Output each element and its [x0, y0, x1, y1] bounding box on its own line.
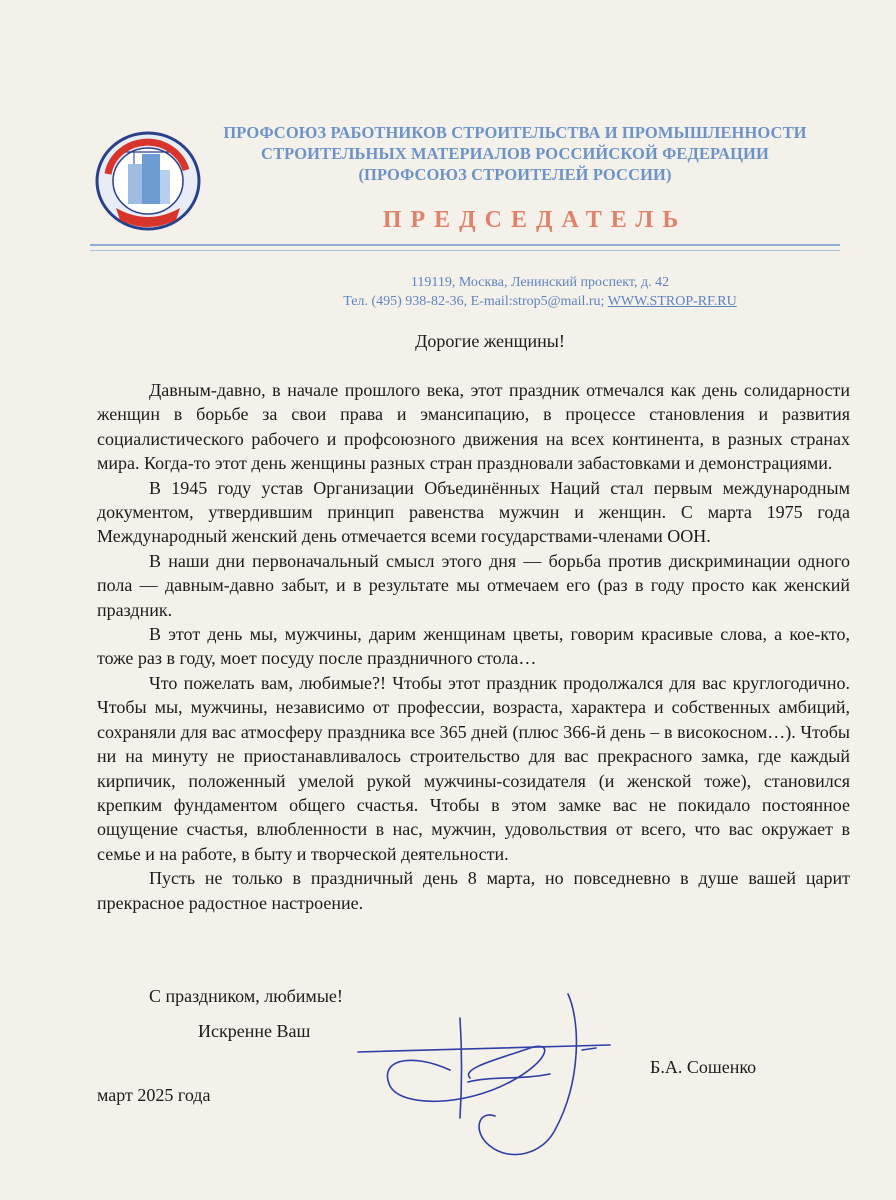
signatory-name: Б.А. Сошенко — [650, 1057, 757, 1077]
signature-icon — [350, 990, 625, 1160]
contact-line — [280, 292, 800, 311]
contact-block — [280, 273, 800, 311]
letter-body — [97, 378, 850, 915]
org-name-line-2: СТРОИТЕЛЬНЫХ МАТЕРИАЛОВ РОССИЙСКОЙ ФЕДЕРАЦИИ — [261, 144, 769, 163]
postal-address: 119119, Москва, Ленинский проспект, д. 42 — [410, 275, 670, 290]
body-paragraph: В наши дни первоначальный смысл этого дня — борьба против дискриминации одного пола — давным-давно забыт, и в результате мы отмечаем его (раз в году просто как женский праздник. — [97, 550, 850, 620]
phone-email: Тел. (495) 938-82-36, E-mail:strop5@mail.ru; — [343, 294, 605, 309]
body-paragraph: В этот день мы, мужчины, дарим женщинам цветы, говорим красивые слова, а кое-кто, тоже раз в году, моет посуду после праздничного стола… — [97, 624, 850, 669]
letter-greeting: Дорогие женщины! — [415, 331, 565, 351]
union-emblem-icon — [94, 130, 202, 232]
org-name-line-1: ПРОФСОЮЗ РАБОТНИКОВ СТРОИТЕЛЬСТВА И ПРОМЫШЛЕННОСТИ — [223, 123, 807, 142]
chairman-title: ПРЕДСЕДАТЕЛЬ — [382, 207, 688, 233]
letter-date: март 2025 года — [97, 1085, 211, 1105]
body-paragraph: В 1945 году устав Организации Объединённых Наций стал первым международным документом, утвердившим принцип равенства мужчин и женщин. С марта 1975 года Международный женский день отмечается всеми государствами-членами ООН. — [97, 477, 850, 547]
header-divider — [90, 244, 840, 246]
sincerely-line: Искренне Ваш — [198, 1021, 311, 1041]
body-paragraph: Давным-давно, в начале прошлого века, этот праздник отмечался как день солидарности женщин в борьбе за свои права и эмансипацию, в процессе становления и развития социалистического рабочего и профсоюзного движения на всех континента, в разных странах мира. Когда-то этот день женщины разных стран праздновали забастовками и демонстрациями. — [97, 380, 850, 474]
header-divider-thin — [90, 250, 840, 251]
body-paragraph: Пусть не только в праздничный день 8 марта, но повседневно в душе вашей царит прекрасное радостное настроение. — [97, 868, 850, 913]
body-paragraph: Что пожелать вам, любимые?! Чтобы этот праздник продолжался для вас круглогодично. Чтобы мы, мужчины, независимо от профессии, возраста, характера и собственных амбиций, сохраняли для вас атмосферу праздника все 365 дней (плюс 366-й день – в високосном…). Чтобы ни на минуту не приостанавливалось строительство для вас прекрасного замка, где каждый кирпичик, положенный умелой рукой мужчины-созидателя (и женской тоже), становился крепким фундаментом общего счастья. Чтобы в этом замке вас не покидало постоянное ощущение счастья, влюбленности в нас, мужчин, удовольствия от всего, что вас окружает в семье и на работе, в быту и творческой деятельности. — [97, 672, 850, 864]
organization-name — [200, 122, 830, 185]
org-name-line-3: (ПРОФСОЮЗ СТРОИТЕЛЕЙ РОССИИ) — [358, 165, 672, 184]
website-link[interactable]: WWW.STROP-RF.RU — [607, 294, 737, 309]
closing-line: С праздником, любимые! — [149, 986, 343, 1006]
